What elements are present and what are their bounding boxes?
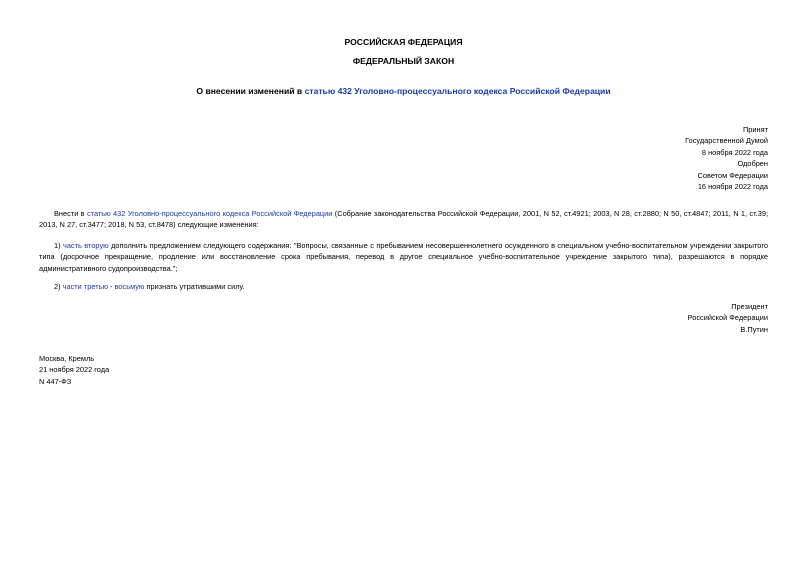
item-1-text: дополнить предложением следующего содержания: "Вопросы, связанные с пребыванием несовершеннолетнего осужденного в специальном учебно-воспитательном учреждении закрытого типа (досрочное прекращение, продление или восстановление срока пребывания, перевод в другое специальное учебно-воспитательное учреждение закрытого типа), разрешаются в порядке административного судопроизводства."; bbox=[39, 241, 769, 273]
footer-date: 21 ноября 2022 года bbox=[39, 365, 110, 375]
item-2-number: 2) bbox=[54, 282, 63, 291]
item-2-paragraph bbox=[39, 281, 768, 292]
intro-article-link[interactable]: статью 432 Уголовно-процессуального кодекса Российской Федерации bbox=[86, 209, 333, 218]
item-2-separator: - bbox=[108, 282, 115, 291]
item-1-number: 1) bbox=[54, 241, 63, 250]
part-eight-link[interactable]: восьмую bbox=[114, 282, 145, 291]
footer-law-number: N 447-ФЗ bbox=[39, 376, 72, 386]
law-title-link[interactable]: статью 432 Уголовно-процессуального кодекса Российской Федерации bbox=[304, 86, 611, 96]
signature-line: Президент bbox=[731, 302, 768, 311]
footer-place: Москва, Кремль bbox=[39, 354, 95, 363]
intro-paragraph bbox=[39, 208, 768, 231]
intro-suffix: (Собрание законодательства Российской Федерации, 2001, N 52, ст.4921; 2003, N 28, ст.2880; N 50, ст.4847; 2011, N 1, ст.39; 2013, N 27, ст.3477; 2018, N 53, ст.8478) следующие изменения: bbox=[39, 209, 768, 230]
heading-law-type: ФЕДЕРАЛЬНЫЙ ЗАКОН bbox=[352, 56, 455, 66]
adoption-line: Одобрен bbox=[737, 159, 768, 169]
adoption-line: 8 ноября 2022 года bbox=[701, 147, 768, 157]
footer-block bbox=[39, 353, 109, 387]
part-two-link[interactable]: часть вторую bbox=[62, 241, 109, 250]
adoption-line: 16 ноября 2022 года bbox=[697, 182, 768, 192]
adoption-line: Государственной Думой bbox=[685, 136, 768, 146]
part-three-link[interactable]: части третью bbox=[62, 282, 108, 291]
adoption-line: Советом Федерации bbox=[697, 170, 768, 180]
item-2-text: признать утратившими силу. bbox=[144, 282, 245, 291]
heading-federation: РОССИЙСКАЯ ФЕДЕРАЦИЯ bbox=[344, 37, 463, 47]
law-title bbox=[0, 86, 807, 97]
signature-block bbox=[688, 301, 768, 335]
law-title-prefix: О внесении изменений в bbox=[196, 86, 305, 96]
adoption-block bbox=[685, 124, 768, 192]
signature-line: Российской Федерации bbox=[687, 313, 768, 323]
intro-prefix: Внести в bbox=[54, 209, 87, 218]
item-1-paragraph bbox=[39, 240, 768, 274]
signature-line: В.Путин bbox=[740, 324, 768, 334]
adoption-line: Принят bbox=[742, 125, 768, 134]
